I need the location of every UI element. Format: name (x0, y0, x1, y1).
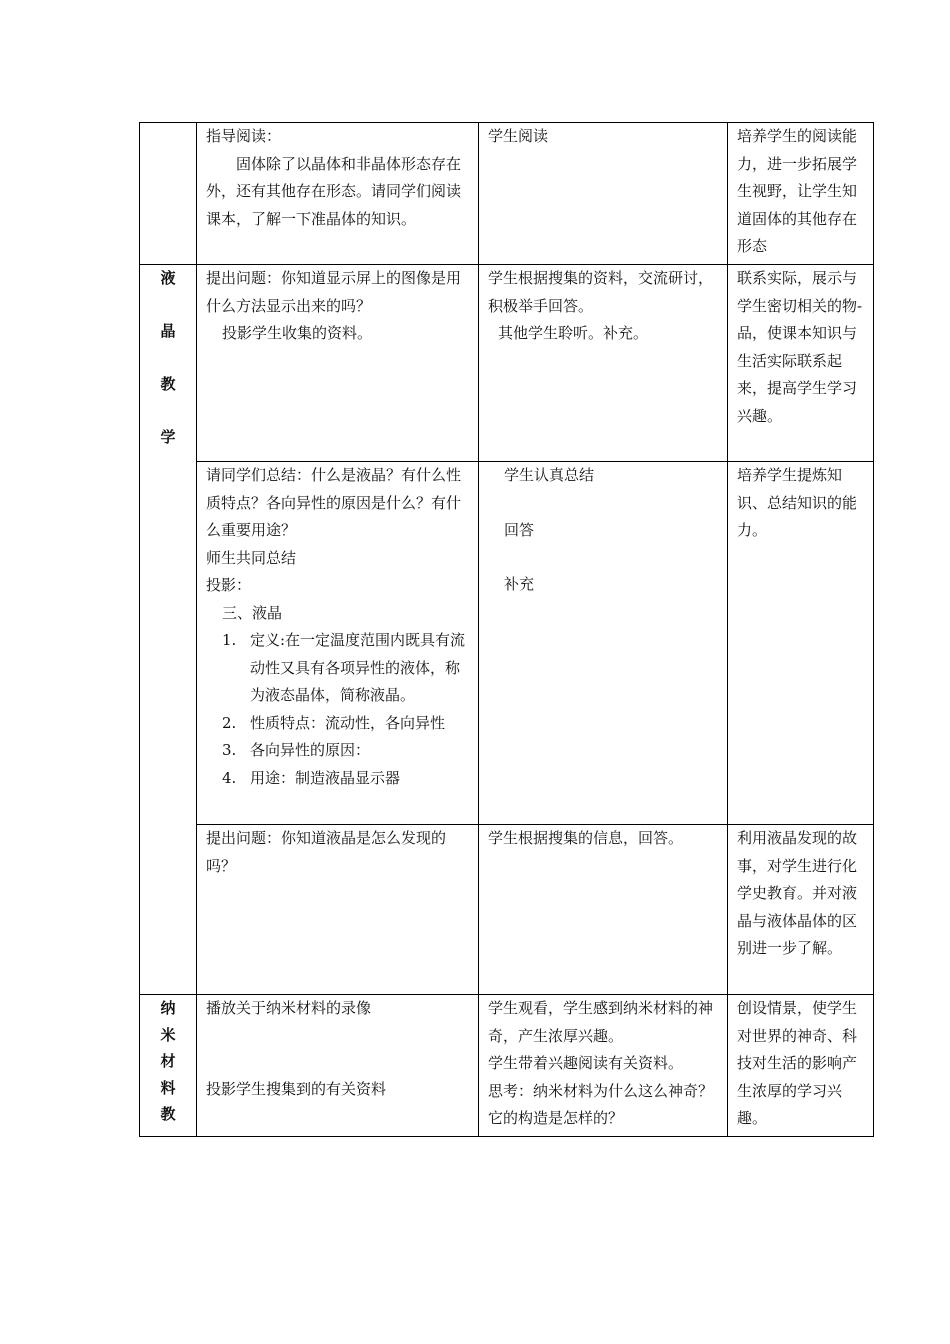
teacher-summary: 师生共同总结 (206, 548, 297, 567)
numbered-list (206, 627, 472, 792)
design-purpose-cell (728, 123, 874, 265)
teacher-text: 播放关于纳米材料的录像 (206, 999, 372, 1017)
teacher-heading: 指导阅读： (206, 127, 282, 145)
teacher-projection: 投影学生搜集到的有关资料 (206, 1079, 387, 1098)
student-text: 学生认真总结 (504, 466, 595, 484)
subtitle: 三、液晶 (222, 603, 283, 622)
design-purpose-cell (728, 462, 874, 825)
teacher-question: 提出问题：你知道液晶是怎么发现的吗？ (206, 829, 447, 875)
section-char: 教 (160, 375, 176, 393)
student-activity-cell (479, 123, 728, 265)
table-row (140, 462, 874, 825)
student-text: 思考：纳米材料为什么这么神奇？它的构造是怎样的？ (488, 1081, 714, 1127)
purpose-text: 创设情景，使学生对世界的神奇、科技对生活的影响产生浓厚的学习兴趣。 (737, 999, 858, 1127)
student-text: 学生带着兴趣阅读有关资料。 (488, 1054, 684, 1072)
section-char: 料 (160, 1078, 176, 1097)
teacher-question: 请同学们总结：什么是液晶？有什么性质特点？各向异性的原因是什么？有什么重要用途？ (206, 466, 462, 539)
student-text: 补充 (504, 575, 535, 593)
design-purpose-cell (728, 265, 874, 462)
section-char: 晶 (160, 322, 176, 340)
section-char: 米 (160, 1025, 176, 1044)
teacher-projection: 投影： (206, 576, 252, 594)
design-purpose-cell (728, 825, 874, 995)
student-text: 学生根据搜集的信息，回答。 (488, 829, 684, 847)
teacher-activity-cell (197, 825, 479, 995)
table-row (140, 995, 874, 1137)
purpose-text: 培养学生提炼知识、总结知识的能力。 (737, 466, 858, 539)
table-row (140, 123, 874, 265)
section-char: 教 (160, 1105, 176, 1123)
section-cell-empty (140, 123, 197, 265)
list-number: 3. (222, 741, 237, 759)
design-purpose-cell (728, 995, 874, 1137)
list-text: 性质特点：流动性，各向异性 (250, 713, 446, 732)
table-row (140, 825, 874, 995)
list-item (206, 710, 472, 738)
student-activity-cell (479, 265, 728, 462)
list-number: 1. (222, 631, 237, 649)
list-text: 各向异性的原因： (250, 741, 371, 759)
list-text: 定义:在一定温度范围内既具有流动性又具有各项异性的液体，称为液态晶体，简称液晶。 (250, 631, 466, 704)
student-text: 回答 (504, 520, 535, 539)
teacher-question: 提出问题：你知道显示屏上的图像是用什么方法显示出来的吗？ (206, 269, 462, 315)
list-number: 4. (222, 768, 237, 787)
teacher-projection: 投影学生收集的资料。 (222, 324, 373, 342)
lesson-plan-table (139, 122, 874, 1137)
student-text: 学生观看，学生感到纳米材料的神奇，产生浓厚兴趣。 (488, 999, 714, 1045)
teacher-text: 固体除了以晶体和非晶体形态存在外，还有其他存在形态。请同学们阅读课本，了解一下准晶体的知识。 (206, 154, 462, 228)
teacher-activity-cell (197, 123, 479, 265)
purpose-text: 利用液晶发现的故事，对学生进行化学史教育。并对液晶与液体晶体的区别进一步了解。 (737, 829, 858, 957)
section-char: 学 (160, 428, 176, 446)
list-item (206, 737, 472, 765)
purpose-text: 培养学生的阅读能力，进一步拓展学生视野，让学生知道固体的其他存在形态 (737, 127, 858, 255)
teacher-activity-cell (197, 995, 479, 1137)
student-activity-cell (479, 462, 728, 825)
teacher-activity-cell (197, 462, 479, 825)
student-activity-cell (479, 825, 728, 995)
student-activity-cell (479, 995, 728, 1137)
student-text: 学生阅读 (488, 127, 549, 145)
teacher-activity-cell (197, 265, 479, 462)
list-item (206, 627, 472, 710)
student-text: 学生根据搜集的资料，交流研讨，积极举手回答。 (488, 269, 714, 315)
section-char: 液 (160, 269, 176, 287)
table-row (140, 265, 874, 462)
section-liquid-crystal (140, 265, 197, 995)
list-item (206, 765, 472, 793)
student-text: 其他学生聆听。补充。 (498, 324, 649, 342)
section-char: 纳 (160, 999, 176, 1017)
section-nano-materials (140, 995, 197, 1137)
purpose-text: 联系实际，展示与学生密切相关的物-品，使课本知识与生活实际联系起来，提高学生学习兴趣。 (737, 269, 863, 425)
list-number: 2. (222, 713, 237, 732)
list-text: 用途：制造液晶显示器 (250, 768, 401, 787)
section-char: 材 (160, 1052, 176, 1070)
